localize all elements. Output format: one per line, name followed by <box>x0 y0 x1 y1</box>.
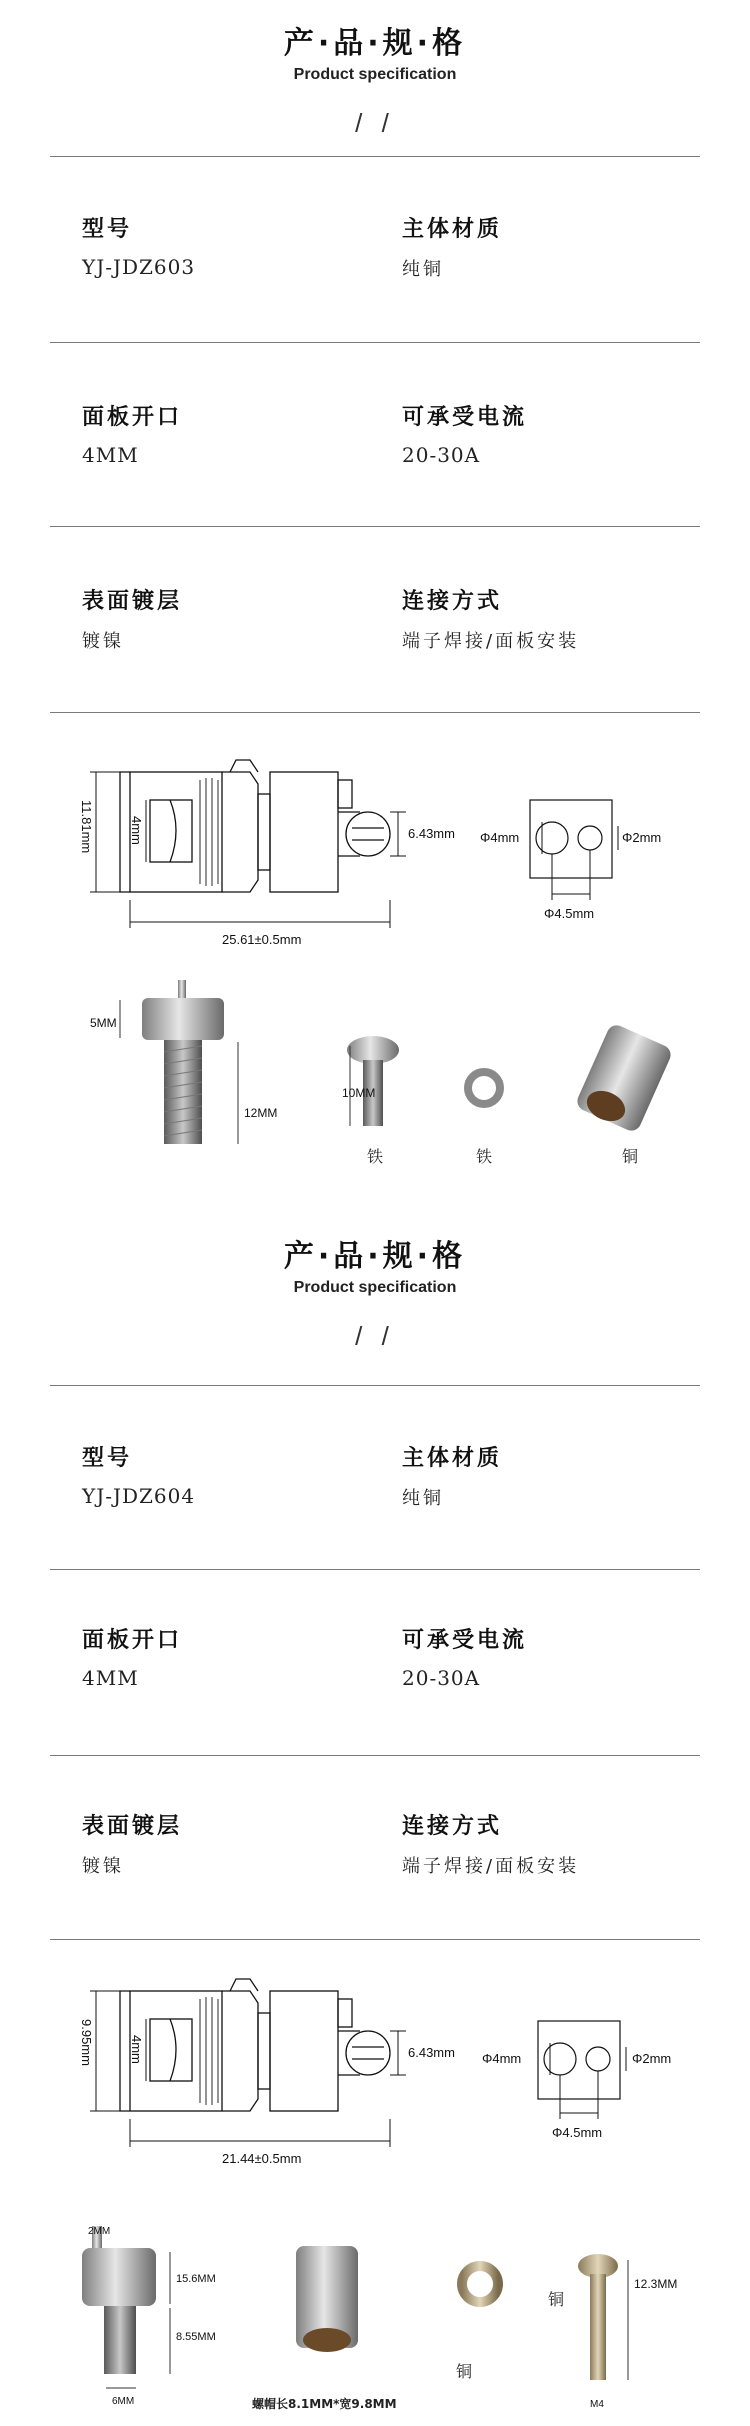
heading-slash: / / <box>355 1321 395 1351</box>
big-screw-head <box>142 998 224 1040</box>
spec-value: 镀镍 <box>82 1856 124 1877</box>
dim-inner: 4mm <box>129 816 144 845</box>
divider <box>50 1385 700 1386</box>
label-bottom: 6MM <box>112 2396 135 2407</box>
heading-slash: / / <box>355 108 395 138</box>
label-screw-thread: M4 <box>590 2399 604 2410</box>
spec-panel <box>82 400 182 467</box>
spec-value: YJ-JDZ603 <box>82 255 196 279</box>
heading-title: 产·品·规·格 <box>283 26 467 61</box>
spec-section-2 <box>0 1213 750 2426</box>
parts-photo <box>60 980 700 1200</box>
divider <box>50 342 700 343</box>
label-thread-height: 8.55MM <box>176 2331 216 2343</box>
heading-title: 产·品·规·格 <box>283 1239 467 1274</box>
spec-label: 主体材质 <box>402 217 503 242</box>
spec-value: 镀镍 <box>82 631 124 652</box>
spec-value: 20-30A <box>402 1666 481 1690</box>
big-screw-thread <box>164 1040 202 1144</box>
spec-label: 表面镀层 <box>82 589 183 614</box>
spec-value: 纯铜 <box>402 1488 444 1509</box>
copper-washer <box>462 2266 498 2302</box>
section-heading <box>0 18 750 139</box>
divider <box>50 712 700 713</box>
dim-right-height: 6.43mm <box>408 826 455 841</box>
spec-panel <box>82 1623 182 1690</box>
spec-material <box>402 212 502 281</box>
spec-material <box>402 1441 502 1510</box>
spec-model <box>82 212 195 279</box>
big-screw-pin <box>178 980 186 1000</box>
dim-hole-d1: Φ4mm <box>482 2051 522 2066</box>
divider <box>50 526 700 527</box>
spec-label: 连接方式 <box>402 589 503 614</box>
dim-right-height: 6.43mm <box>408 2045 455 2060</box>
label-copper-2: 铜 <box>548 2290 565 2309</box>
knurled-nut <box>574 1022 674 1134</box>
divider <box>50 1939 700 1940</box>
dim-length: 21.44±0.5mm <box>222 2151 302 2166</box>
divider <box>50 156 700 157</box>
spec-label: 型号 <box>82 217 133 242</box>
label-screw-length: 12.3MM <box>634 2277 678 2291</box>
label-screw-length: 12MM <box>244 1106 278 1120</box>
section-heading <box>0 1231 750 1352</box>
label-copper-1: 铜 <box>456 2362 473 2381</box>
spec-model <box>82 1441 195 1508</box>
dim-hole-spacing: Φ4.5mm <box>552 2125 603 2140</box>
dim-hole-d2: Φ2mm <box>632 2051 672 2066</box>
screw-head <box>82 2248 156 2306</box>
label-top: 2MM <box>88 2226 111 2237</box>
parts-photo <box>60 2208 700 2418</box>
spec-label: 面板开口 <box>82 405 183 430</box>
spec-current <box>402 400 527 467</box>
spec-label: 可承受电流 <box>402 405 528 430</box>
spec-value: 端子焊接/面板安装 <box>402 631 580 652</box>
spec-label: 可承受电流 <box>402 1628 528 1653</box>
spec-label: 型号 <box>82 1446 133 1471</box>
dimension-drawing <box>60 1969 700 2169</box>
dim-length: 25.61±0.5mm <box>222 932 302 947</box>
dim-hole-d2: Φ2mm <box>622 830 662 845</box>
spec-connection <box>402 584 579 653</box>
spec-connection <box>402 1809 579 1878</box>
spec-value: 端子焊接/面板安装 <box>402 1856 580 1877</box>
side-screw-thread <box>590 2274 606 2380</box>
spec-plating <box>82 584 182 653</box>
heading-subtitle: Product specification <box>293 1279 457 1296</box>
heading-subtitle: Product specification <box>293 66 457 83</box>
dim-hole-d1: Φ4mm <box>480 830 520 845</box>
spec-value: YJ-JDZ604 <box>82 1484 196 1508</box>
divider <box>50 1569 700 1570</box>
dim-height: 9.95mm <box>79 2019 94 2066</box>
small-screw-head <box>347 1036 399 1064</box>
label-iron-2: 铁 <box>476 1147 493 1166</box>
spring-washer <box>468 1072 500 1104</box>
dim-height: 11.81mm <box>79 800 94 854</box>
label-nut-size: 螺帽长8.1MM*宽9.8MM <box>252 2397 397 2411</box>
label-iron-1: 铁 <box>367 1147 384 1166</box>
label-head-height: 15.6MM <box>176 2273 216 2285</box>
dim-hole-spacing: Φ4.5mm <box>544 906 595 921</box>
spec-value: 纯铜 <box>402 259 444 280</box>
spec-current <box>402 1623 527 1690</box>
spec-label: 连接方式 <box>402 1814 503 1839</box>
spec-value: 4MM <box>82 1666 139 1690</box>
label-copper: 铜 <box>622 1147 639 1166</box>
dim-inner: 4mm <box>129 2035 144 2064</box>
spec-label: 面板开口 <box>82 1628 183 1653</box>
label-small-screw: 10MM <box>342 1086 376 1100</box>
screw-thread <box>104 2306 136 2374</box>
dimension-drawing <box>60 750 700 950</box>
divider <box>50 1755 700 1756</box>
spec-value: 4MM <box>82 443 139 467</box>
spec-plating <box>82 1809 182 1878</box>
spec-label: 主体材质 <box>402 1446 503 1471</box>
spec-label: 表面镀层 <box>82 1814 183 1839</box>
label-screw-head: 5MM <box>90 1016 117 1030</box>
spec-value: 20-30A <box>402 443 481 467</box>
